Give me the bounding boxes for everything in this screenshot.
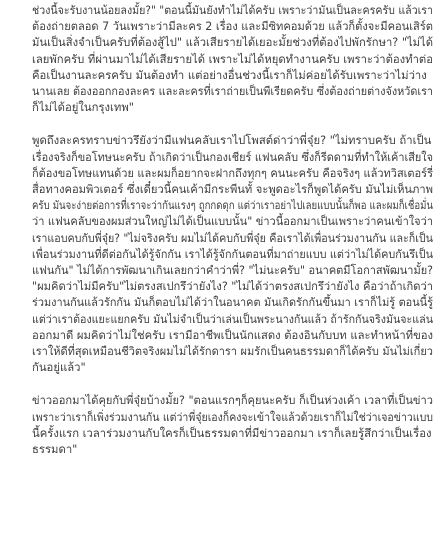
text-line: เราแอบคบกับพี่จุ๋ย? "ไม่จริงครับ ผมไม่ได้คบกับพี่จุ๋ย คือเราได้เพื่อนร่วมงานกัน และก็เป็น: [32, 231, 434, 245]
text-line: คือเป็นงานละครครับ มันต้องทำ แต่อย่างอื่นช่วงนี้เราก็ไม่ค่อยได้รับเพราะว่าไม่ว่าง: [32, 68, 427, 82]
text-line: เพื่อนร่วมงานที่ดีต่อกันได้รู้จักกัน เราได้รู้จักกันตอนที่มาถ่ายแบบ แต่ว่าไม่ได้คบกันรึเป็น: [32, 247, 434, 261]
text-line: ก็ไม่ได้อยู่ในกรุงเทพ": [32, 101, 135, 115]
text-line: เราให้ดีที่สุดเหมือนชีวิตจริงผมไม่ได้รักดารา ผมรักเป็นคนธรรมดาก็ได้ครับ มันไม่เกี่ยว: [32, 345, 433, 359]
text-line: ว่า แฟนคลับของผมส่วนใหญ่ไม่ได้เป็นแบบนั้น" ข่าวนี้ออกมาเป็นเพราะว่าคนเข้าใจว่า: [32, 215, 434, 229]
paragraph-2: [32, 133, 433, 376]
text-line: ต้องถ่ายตลอด 7 วันเพราะว่ามีละคร 2 เรื่อง และมีซิทคอมด้วย แล้วก็ตั้งจะมีคอนเสิร์ต: [32, 20, 433, 34]
text-line: แต่ว่าเราต้องแยะแยกครับ มันไม่จำเป็นว่าเล่นเป็นพระนางกันแล้ว ถ้ารักกันจริงมันจะแล่น: [32, 312, 433, 326]
text-line: ร่วมงานกันแล้วรักกัน มันก็ตอบไม่ได้ว่าในอนาคต มันเกิดรักกันขึ้นมา เราก็ไม่รู้ ตอนนี้รู้: [32, 296, 433, 310]
text-line: แฟนกัน" ไม่ได้การพัฒนาเกินเลยกว่าคำว่าพี่? "ไม่นะครับ" อนาคตมีโอกาสพัฒนามั้ย?: [32, 264, 434, 278]
text-line: พูดถึงละครทราบข่าวรึยังว่ามีแฟนคลับเราไปโพสต์ด่าว่าพี่จุ๋ย? "ไม่ทราบครับ ถ้าเป็น: [32, 134, 432, 148]
text-line: ธรรมดา": [32, 443, 78, 457]
text-line: ข่าวออกมาได้คุยกับพี่จุ๋ยบ้างมั้ย? "ตอนแรกๆก็คุยนะครับ ก็เป็นห่วงเค้า เวลาที่เป็นข่าว: [32, 394, 433, 408]
text-line: เพราะว่าเราก็เพิ่งร่วมงานกัน แต่ว่าพี่จุ๋ยเองก็คงจะเข้าใจแล้วด้วยเราก็ไม่ใช่ว่าเจอข่าวแบบ: [32, 410, 434, 424]
text-line: นี้ครั้งแรก เวลาร่วมงานกับใครก็เป็นธรรมดาที่มีข่าวออกมา เราก็เลยรู้สึกว่าเป็นเรื่อง: [32, 426, 432, 440]
text-line: ช่วงนี้จะรับงานน้อยลงมั้ย?" "ตอนนี้มันยังทำไม่ได้ครับ เพราะว่ามันเป็นละครครับ แล้วเรา: [32, 4, 434, 17]
text-line: สื่อทางคอมพิวเตอร์ ซึ่งเดี๋ยวนี้คนเค้ามีกระพีนทั้ จะพูดอะไรก็พูดได้ครับ มันไม่เห็นภาพ: [32, 183, 433, 197]
text-line: "ผมคิดว่าไม่มีครับ"ไม่ตรงสเปกรึว่ายังไง? "ไม่ได้ว่าตรงสเปกรึว่ายังไง คือว่าถ้าเกิดว่า: [32, 280, 433, 294]
text-line: นานเลย ต้องออกกองละคร และละครที่เราถ่ายเป็นพีเรียดครับ ซึ่งต้องถ่ายต่างจังหวัดเรา: [32, 85, 434, 99]
text-line: เลยพักครับ ที่ผ่านมาไม่ได้เสียรายได้ เพราะไม่ได้หยุดทำงานครับ เพราะว่าต้องทำต่อ: [32, 52, 433, 66]
text-line: ก็ต้องขอโทษแทนด้วย และผมก็อยากจะฝากถึงทุกๆ คนนะครับ คือจริงๆ แล้วทวิสเตอร์รี่: [32, 166, 433, 180]
text-line: ครับ มันจะง่ายต่อการที่เราจะว่ากันแรงๆ ถูกกดดุก แต่ว่าเราอย่าไปเลยแบบนั้นก็พอ และผมก็เชื่อมั่น: [32, 199, 433, 213]
paragraph-1: [32, 3, 433, 116]
text-line: เรื่องจริงก็ขอโทษนะครับ ถ้าเกิดว่าเป็นกองเชียร์ แฟนคลับ ซึ่งก็รีดดามที่ทำให้เค้าเสียใจ: [32, 150, 433, 164]
paragraph-3: [32, 393, 433, 458]
text-line: ออกมาดี ผมคิดว่าไม่ใช่ครับ เรามีอาชีพเป็นนักแสดง ต้องอินกับบท และทำหน้าที่ของ: [32, 328, 434, 342]
text-line: กันอยู่แล้ว": [32, 361, 86, 375]
text-line: มันเป็นสิ่งจำเป็นครับที่ต้องสู้ไป" แล้วเสียรายได้เยอะมั้ยช่วงที่ต้องไปพักรักษา? "ไม่ได้: [32, 36, 434, 50]
